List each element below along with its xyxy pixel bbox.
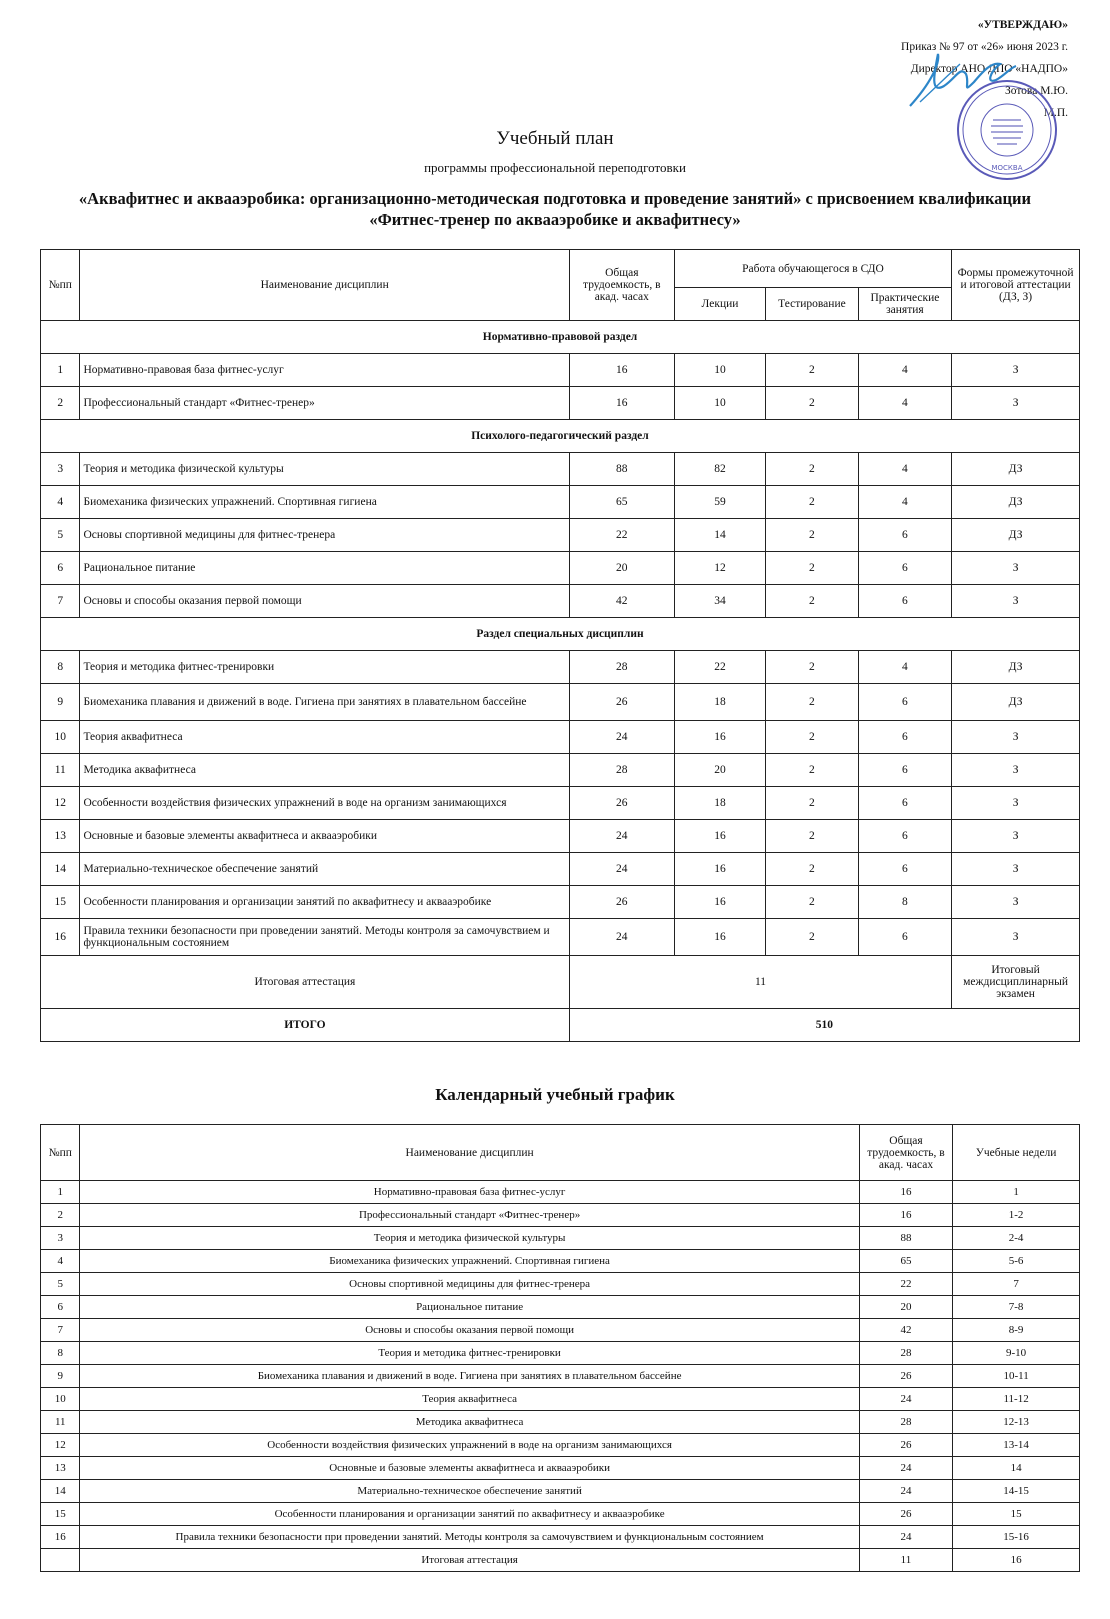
table-row: [41, 820, 1080, 853]
schedule-num: 16: [41, 1526, 80, 1549]
header-num: №пп: [41, 250, 80, 321]
row-form: З: [952, 552, 1080, 585]
table-row: [41, 354, 1080, 387]
schedule-title: Календарный учебный график: [435, 1085, 675, 1104]
row-lectures: 12: [674, 552, 765, 585]
total-value: 510: [569, 1009, 1079, 1042]
row-practice: 6: [858, 919, 952, 956]
schedule-num: [41, 1549, 80, 1572]
page-title: Учебный план: [496, 128, 614, 149]
approval-director: Директор АНО ДПО «НАДПО»: [910, 63, 1068, 75]
schedule-name: Материально-техническое обеспечение занятий: [80, 1480, 859, 1503]
schedule-num: 1: [41, 1181, 80, 1204]
page-subtitle: программы профессиональной переподготовки: [424, 160, 686, 175]
header-name: Наименование дисциплин: [80, 250, 569, 321]
row-total: 28: [569, 651, 674, 684]
row-total: 22: [569, 519, 674, 552]
row-practice: 4: [858, 453, 952, 486]
schedule-total: 11: [859, 1549, 953, 1572]
row-practice: 4: [858, 651, 952, 684]
row-testing: 2: [766, 721, 858, 754]
schedule-total: 28: [859, 1411, 953, 1434]
row-num: 3: [41, 453, 80, 486]
table-row: [41, 453, 1080, 486]
row-form: З: [952, 886, 1080, 919]
schedule-num: 13: [41, 1457, 80, 1480]
schedule-weeks: 16: [953, 1549, 1080, 1572]
schedule-num: 4: [41, 1250, 80, 1273]
schedule-weeks: 5-6: [953, 1250, 1080, 1273]
schedule-name: Особенности планирования и организации занятий по аквафитнесу и аквааэробике: [80, 1503, 859, 1526]
table-row: [41, 1342, 1080, 1365]
header-total: Общая трудоемкость, в акад. часах: [569, 250, 674, 321]
row-practice: 4: [858, 387, 952, 420]
row-form: З: [952, 853, 1080, 886]
schedule-name: Итоговая аттестация: [80, 1549, 859, 1572]
row-num: 7: [41, 585, 80, 618]
row-testing: 2: [766, 853, 858, 886]
schedule-name: Биомеханика физических упражнений. Спортивная гигиена: [80, 1250, 859, 1273]
row-lectures: 16: [674, 919, 765, 956]
row-form: З: [952, 721, 1080, 754]
schedule-total: 22: [859, 1273, 953, 1296]
schedule-total: 42: [859, 1319, 953, 1342]
schedule-name: Теория и методика физической культуры: [80, 1227, 859, 1250]
table-row: [41, 1181, 1080, 1204]
table-row: [41, 585, 1080, 618]
schedule-table: [40, 1124, 1080, 1572]
table-row: [41, 1250, 1080, 1273]
row-form: З: [952, 387, 1080, 420]
row-testing: 2: [766, 886, 858, 919]
row-name: Рациональное питание: [80, 552, 569, 585]
row-total: 65: [569, 486, 674, 519]
schedule-name: Биомеханика плавания и движений в воде. Гигиена при занятиях в плавательном бассейне: [80, 1365, 859, 1388]
row-total: 16: [569, 387, 674, 420]
row-practice: 6: [858, 684, 952, 721]
schedule-num: 5: [41, 1273, 80, 1296]
row-testing: 2: [766, 684, 858, 721]
table-row: [41, 1549, 1080, 1572]
schedule-header-total: Общая трудоемкость, в акад. часах: [859, 1125, 953, 1181]
row-num: 9: [41, 684, 80, 721]
schedule-num: 12: [41, 1434, 80, 1457]
table-row: [41, 519, 1080, 552]
row-lectures: 16: [674, 853, 765, 886]
row-form: З: [952, 820, 1080, 853]
schedule-header-num: №пп: [41, 1125, 80, 1181]
row-testing: 2: [766, 585, 858, 618]
row-testing: 2: [766, 519, 858, 552]
schedule-weeks: 2-4: [953, 1227, 1080, 1250]
curriculum-table: [40, 249, 1080, 1042]
schedule-name: Профессиональный стандарт «Фитнес-тренер»: [80, 1204, 859, 1227]
row-testing: 2: [766, 552, 858, 585]
row-name: Методика аквафитнеса: [80, 754, 569, 787]
table-row: [41, 1503, 1080, 1526]
table-row: [41, 919, 1080, 956]
schedule-num: 15: [41, 1503, 80, 1526]
table-row: [41, 486, 1080, 519]
row-num: 13: [41, 820, 80, 853]
schedule-name: Основные и базовые элементы аквафитнеса и аквааэробики: [80, 1457, 859, 1480]
schedule-total: 20: [859, 1296, 953, 1319]
program-title-line1: «Аквафитнес и аквааэробика: организационно-методическая подготовка и проведение занятий» с присвоением квалификации: [78, 189, 1032, 208]
schedule-num: 7: [41, 1319, 80, 1342]
schedule-body: [41, 1181, 1080, 1572]
table-row: [41, 1526, 1080, 1549]
row-practice: 6: [858, 820, 952, 853]
schedule-weeks: 13-14: [953, 1434, 1080, 1457]
row-total: 26: [569, 886, 674, 919]
schedule-weeks: 7-8: [953, 1296, 1080, 1319]
table-row: [41, 886, 1080, 919]
row-total: 24: [569, 820, 674, 853]
row-practice: 8: [858, 886, 952, 919]
table-row: [41, 1365, 1080, 1388]
row-name: Теория и методика физической культуры: [80, 453, 569, 486]
final-form: Итоговый междисциплинарный экзамен: [952, 956, 1080, 1009]
row-num: 5: [41, 519, 80, 552]
schedule-total: 24: [859, 1457, 953, 1480]
schedule-total: 26: [859, 1503, 953, 1526]
table-row: [41, 1388, 1080, 1411]
schedule-num: 14: [41, 1480, 80, 1503]
row-testing: 2: [766, 486, 858, 519]
schedule-weeks: 7: [953, 1273, 1080, 1296]
schedule-header-weeks: Учебные недели: [953, 1125, 1080, 1181]
row-lectures: 22: [674, 651, 765, 684]
row-name: Основы и способы оказания первой помощи: [80, 585, 569, 618]
table-row: [41, 1480, 1080, 1503]
row-practice: 6: [858, 853, 952, 886]
row-testing: 2: [766, 919, 858, 956]
schedule-total: 24: [859, 1388, 953, 1411]
row-num: 14: [41, 853, 80, 886]
row-total: 24: [569, 853, 674, 886]
stamp-city: МОСКВА: [991, 164, 1023, 172]
row-lectures: 10: [674, 354, 765, 387]
section-row: [41, 420, 1080, 453]
row-name: Теория аквафитнеса: [80, 721, 569, 754]
row-practice: 6: [858, 552, 952, 585]
row-practice: 6: [858, 787, 952, 820]
row-form: З: [952, 585, 1080, 618]
row-form: ДЗ: [952, 453, 1080, 486]
table-row: [41, 1273, 1080, 1296]
row-num: 12: [41, 787, 80, 820]
row-lectures: 82: [674, 453, 765, 486]
row-name: Материально-техническое обеспечение занятий: [80, 853, 569, 886]
table-row: [41, 1296, 1080, 1319]
schedule-name: Правила техники безопасности при проведении занятий. Методы контроля за самочувствием и функциональным состоянием: [80, 1526, 859, 1549]
schedule-name: Рациональное питание: [80, 1296, 859, 1319]
row-lectures: 20: [674, 754, 765, 787]
schedule-total: 28: [859, 1342, 953, 1365]
header-work: Работа обучающегося в СДО: [674, 250, 951, 288]
approval-heading: «УТВЕРЖДАЮ»: [977, 19, 1068, 31]
row-num: 6: [41, 552, 80, 585]
row-testing: 2: [766, 354, 858, 387]
header-practice: Практические занятия: [858, 288, 952, 321]
schedule-name: Особенности воздействия физических упражнений в воде на организм занимающихся: [80, 1434, 859, 1457]
header-forms: Формы промежуточной и итоговой аттестации (ДЗ, З): [952, 250, 1080, 321]
header-lectures: Лекции: [674, 288, 765, 321]
schedule-total: 16: [859, 1204, 953, 1227]
schedule-num: 11: [41, 1411, 80, 1434]
row-num: 10: [41, 721, 80, 754]
table-row: [41, 387, 1080, 420]
table-row: [41, 1434, 1080, 1457]
table-row: [41, 787, 1080, 820]
row-testing: 2: [766, 787, 858, 820]
table-row: [41, 651, 1080, 684]
row-name: Нормативно-правовая база фитнес-услуг: [80, 354, 569, 387]
row-name: Биомеханика физических упражнений. Спортивная гигиена: [80, 486, 569, 519]
schedule-weeks: 15: [953, 1503, 1080, 1526]
row-practice: 6: [858, 721, 952, 754]
final-label: Итоговая аттестация: [41, 956, 570, 1009]
row-total: 88: [569, 453, 674, 486]
schedule-name: Основы и способы оказания первой помощи: [80, 1319, 859, 1342]
schedule-weeks: 9-10: [953, 1342, 1080, 1365]
row-total: 20: [569, 552, 674, 585]
schedule-total: 16: [859, 1181, 953, 1204]
schedule-num: 8: [41, 1342, 80, 1365]
row-lectures: 16: [674, 886, 765, 919]
schedule-weeks: 8-9: [953, 1319, 1080, 1342]
row-total: 42: [569, 585, 674, 618]
row-form: З: [952, 787, 1080, 820]
row-testing: 2: [766, 754, 858, 787]
schedule-num: 3: [41, 1227, 80, 1250]
approval-mp: М.П.: [1043, 107, 1068, 119]
schedule-weeks: 10-11: [953, 1365, 1080, 1388]
row-form: ДЗ: [952, 684, 1080, 721]
table-row: [41, 754, 1080, 787]
program-title: [0, 188, 1110, 230]
table-row: [41, 684, 1080, 721]
row-name: Биомеханика плавания и движений в воде. Гигиена при занятиях в плавательном бассейне: [80, 684, 569, 721]
row-lectures: 14: [674, 519, 765, 552]
schedule-name: Нормативно-правовая база фитнес-услуг: [80, 1181, 859, 1204]
row-form: З: [952, 919, 1080, 956]
row-lectures: 10: [674, 387, 765, 420]
schedule-name: Методика аквафитнеса: [80, 1411, 859, 1434]
row-form: З: [952, 754, 1080, 787]
header-testing: Тестирование: [766, 288, 858, 321]
table-row: [41, 853, 1080, 886]
schedule-num: 2: [41, 1204, 80, 1227]
row-form: З: [952, 354, 1080, 387]
row-num: 1: [41, 354, 80, 387]
schedule-name: Теория аквафитнеса: [80, 1388, 859, 1411]
row-num: 15: [41, 886, 80, 919]
schedule-weeks: 15-16: [953, 1526, 1080, 1549]
table-row: [41, 721, 1080, 754]
total-label: ИТОГО: [41, 1009, 570, 1042]
row-name: Профессиональный стандарт «Фитнес-тренер»: [80, 387, 569, 420]
row-practice: 6: [858, 519, 952, 552]
schedule-name: Теория и методика фитнес-тренировки: [80, 1342, 859, 1365]
section-title: Психолого-педагогический раздел: [41, 420, 1080, 453]
curriculum-body: [41, 321, 1080, 956]
row-lectures: 18: [674, 684, 765, 721]
row-total: 24: [569, 919, 674, 956]
row-form: ДЗ: [952, 486, 1080, 519]
table-row: [41, 1319, 1080, 1342]
section-row: [41, 618, 1080, 651]
schedule-total: 65: [859, 1250, 953, 1273]
row-testing: 2: [766, 387, 858, 420]
row-total: 26: [569, 684, 674, 721]
row-name: Правила техники безопасности при проведении занятий. Методы контроля за самочувствием и функциональным состоянием: [80, 919, 569, 956]
row-num: 4: [41, 486, 80, 519]
schedule-weeks: 14: [953, 1457, 1080, 1480]
row-testing: 2: [766, 820, 858, 853]
table-row: [41, 1227, 1080, 1250]
schedule-weeks: 12-13: [953, 1411, 1080, 1434]
row-practice: 4: [858, 354, 952, 387]
row-total: 26: [569, 787, 674, 820]
schedule-num: 9: [41, 1365, 80, 1388]
schedule-total: 26: [859, 1434, 953, 1457]
schedule-name: Основы спортивной медицины для фитнес-тренера: [80, 1273, 859, 1296]
schedule-weeks: 1: [953, 1181, 1080, 1204]
row-total: 24: [569, 721, 674, 754]
schedule-total: 24: [859, 1526, 953, 1549]
final-hours: 11: [569, 956, 951, 1009]
row-practice: 6: [858, 585, 952, 618]
section-title: Нормативно-правовой раздел: [41, 321, 1080, 354]
row-lectures: 59: [674, 486, 765, 519]
row-lectures: 16: [674, 820, 765, 853]
row-num: 11: [41, 754, 80, 787]
row-lectures: 18: [674, 787, 765, 820]
schedule-weeks: 1-2: [953, 1204, 1080, 1227]
row-total: 28: [569, 754, 674, 787]
row-lectures: 34: [674, 585, 765, 618]
row-name: Особенности планирования и организации занятий по аквафитнесу и аквааэробике: [80, 886, 569, 919]
schedule-weeks: 11-12: [953, 1388, 1080, 1411]
row-num: 16: [41, 919, 80, 956]
row-num: 2: [41, 387, 80, 420]
approval-order: Приказ № 97 от «26» июня 2023 г.: [901, 41, 1068, 53]
schedule-total: 26: [859, 1365, 953, 1388]
row-name: Основные и базовые элементы аквафитнеса и аквааэробики: [80, 820, 569, 853]
schedule-num: 10: [41, 1388, 80, 1411]
table-row: [41, 1457, 1080, 1480]
row-name: Особенности воздействия физических упражнений в воде на организм занимающихся: [80, 787, 569, 820]
row-form: ДЗ: [952, 519, 1080, 552]
schedule-num: 6: [41, 1296, 80, 1319]
program-title-line2: «Фитнес-тренер по аквааэробике и аквафитнесу»: [369, 210, 741, 229]
table-row: [41, 552, 1080, 585]
row-name: Теория и методика фитнес-тренировки: [80, 651, 569, 684]
row-name: Основы спортивной медицины для фитнес-тренера: [80, 519, 569, 552]
row-total: 16: [569, 354, 674, 387]
row-num: 8: [41, 651, 80, 684]
row-form: ДЗ: [952, 651, 1080, 684]
row-practice: 4: [858, 486, 952, 519]
table-row: [41, 1411, 1080, 1434]
approval-name: Зотова М.Ю.: [1004, 85, 1068, 97]
table-row: [41, 1204, 1080, 1227]
schedule-total: 88: [859, 1227, 953, 1250]
schedule-weeks: 14-15: [953, 1480, 1080, 1503]
schedule-header-name: Наименование дисциплин: [80, 1125, 859, 1181]
row-lectures: 16: [674, 721, 765, 754]
row-testing: 2: [766, 651, 858, 684]
section-row: [41, 321, 1080, 354]
row-testing: 2: [766, 453, 858, 486]
schedule-total: 24: [859, 1480, 953, 1503]
section-title: Раздел специальных дисциплин: [41, 618, 1080, 651]
row-practice: 6: [858, 754, 952, 787]
